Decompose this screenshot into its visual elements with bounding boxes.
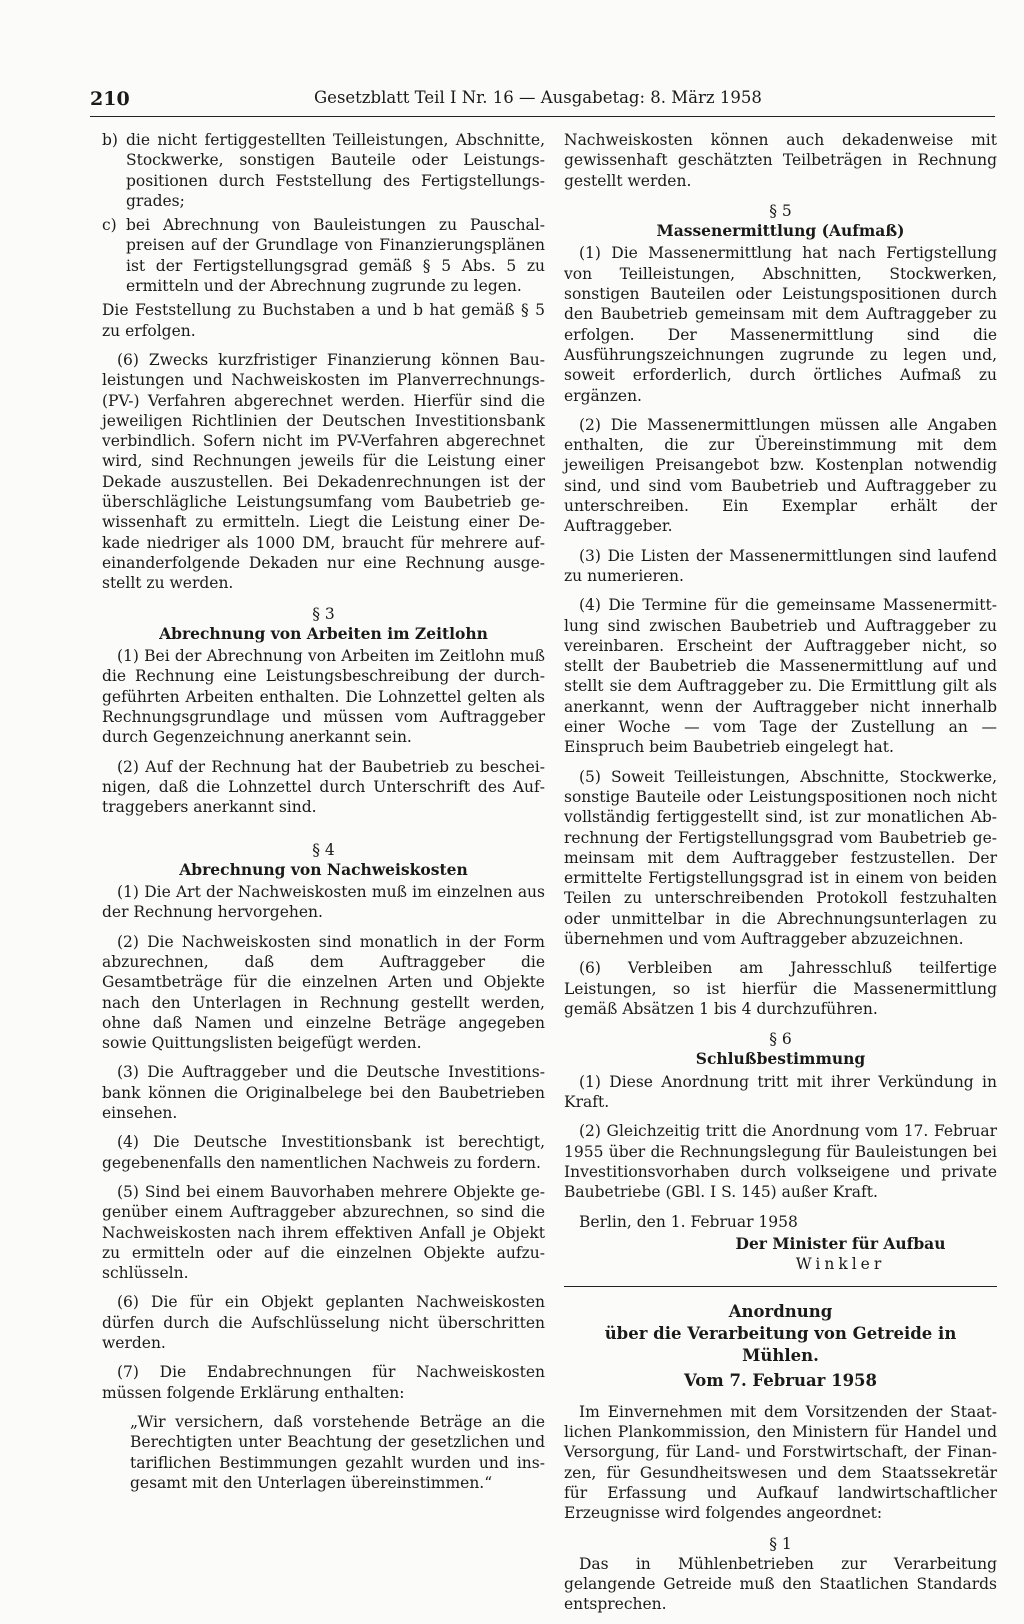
paragraph: (1) Bei der Abrechnung von Arbeiten im Zeitlohn muß die Rechnung eine Leistungsbeschreibung der durchgeführten Arbeiten enthalten. Die Lohnzettel gelten als Rechnungsgrundlage und müssen vom Auftraggeber durch Gegenzeichnung anerkannt sein.	[102, 647, 545, 747]
list-text: die nicht fertiggestellten Teilleistungen, Abschnitte, Stockwerke, sonstigen Bauteile oder Leistungspositionen durch Feststellung des Fertigstellungsgrades;	[126, 131, 545, 210]
left-column	[102, 130, 545, 1499]
list-text: bei Abrechnung von Bauleistungen zu Pauschalpreisen auf der Grundlage von Finanzierungsplänen ist der Fertigstellungsgrad gemäß § 5 Abs. 5 zu ermitteln und der Abrechnung zugrunde zu legen.	[126, 216, 545, 296]
minister-name: Winkler	[795, 1255, 886, 1274]
paragraph: (2) Die Nachweiskosten sind monatlich in der Form abzurechnen, daß dem Auftraggeber die Gesamtbeträge für die einzelnen Arten und Objekte nach den Unterlagen in Rechnung gestellt werden, ohne daß Namen und einzelne Beträge angegeben sowie Quittungslisten beigefügt werden.	[102, 932, 545, 1053]
section-sign-5: § 5	[769, 201, 792, 220]
paragraph-continued: Nachweiskosten können auch dekadenweise mit gewissenhaft geschätzten Teilbeträgen in Rechnung gestellt werden.	[564, 131, 997, 190]
section-sign-1: § 1	[769, 1534, 792, 1553]
minister-title: Der Minister für Aufbau	[735, 1233, 946, 1253]
list-item-c	[102, 215, 545, 296]
decree-title-2: über die Verarbeitung von Getreide in Mühlen.	[604, 1324, 957, 1366]
paragraph: (1) Die Massenermittlung hat nach Fertigstellung von Teilleistungen, Abschnitten, Stockwerken, sonstigen Bauteilen oder Leistungspositionen durch den Baubetrieb gemeinsam mit dem Auftraggeber zu erfolgen. Der Massenermittlung sind die Ausführungszeichnungen zugrunde zu legen und, soweit erforderlich, durch örtliches Aufmaß zu ergänzen.	[564, 244, 997, 405]
paragraph: (2) Gleichzeitig tritt die Anordnung vom 17. Februar 1955 über die Rechnungslegung für Bauleistungen bei Investitionsvorhaben durch volkseigene und private Baubetriebe (GBl. I S. 145) außer Kraft.	[564, 1122, 997, 1202]
page-number: 210	[90, 88, 130, 110]
paragraph: (6) Die für ein Objekt geplanten Nachweiskosten dürfen durch die Aufschlüsselung nicht überschritten werden.	[102, 1293, 545, 1353]
section-divider	[564, 1286, 997, 1287]
paragraph: (3) Die Listen der Massenermittlungen sind laufend zu numerieren.	[564, 546, 997, 585]
header-rule	[90, 116, 995, 117]
running-head: Gesetzblatt Teil I Nr. 16 — Ausgabetag: 8. März 1958	[314, 88, 762, 107]
paragraph: (3) Die Auftraggeber und die Deutsche Investitionsbank können die Originalbelege bei den Baubetrieben einsehen.	[102, 1063, 545, 1123]
paragraph: (7) Die Endabrechnungen für Nachweiskosten müssen folgende Erklärung enthalten:	[102, 1363, 545, 1402]
paragraph: (4) Die Termine für die gemeinsame Massenermittlung sind zwischen Baubetrieb und Auftraggeber zu vereinbaren. Erscheint der Auftraggeber nicht, so stellt der Baubetrieb die Massenermittlung auf und stellt sie dem Auftraggeber zu. Die Ermittlung gilt als anerkannt, wenn der Auftraggeber nicht innerhalb einer Woche — vom Tage der Zustellung an — Einspruch beim Baubetrieb eingelegt hat.	[564, 596, 997, 757]
list-item-b	[102, 130, 545, 211]
section-sign-4: § 4	[312, 840, 335, 859]
paragraph: (1) Die Art der Nachweiskosten muß im einzelnen aus der Rechnung hervorgehen.	[102, 883, 545, 922]
date-line: Berlin, den 1. Februar 1958	[579, 1212, 798, 1231]
paragraph: (5) Sind bei einem Bauvorhaben mehrere Objekte gegenüber einem Auftraggeber abzurechnen, so sind die Nachweiskosten nach ihrem effektiven Anfall je Objekt zu ermitteln oder auf die einzelnen Objekte aufzuschlüsseln.	[102, 1182, 545, 1283]
paragraph: (2) Auf der Rechnung hat der Baubetrieb zu bescheinigen, daß die Lohnzettel durch Unterschrift des Auftraggebers anerkannt sind.	[102, 757, 545, 817]
paragraph: (5) Soweit Teilleistungen, Abschnitte, Stockwerke, sonstige Bauteile oder Leistungspositionen noch nicht vollständig fertiggestellt sind, ist zur monatlichen Abrechnung der Fertigstellungsgrad vom Baubetrieb gemeinsam mit dem Auftraggeber festzustellen. Der ermittelte Fertigstellungsgrad ist in einem von beiden Teilen zu unterschreibenden Protokoll festzuhalten oder unmittelbar in die Abrechnungsunterlagen zu übernehmen und vom Auftraggeber abzuzeichnen.	[564, 767, 997, 948]
paragraph: Das in Mühlenbetrieben zur Verarbeitung gelangende Getreide muß den Staatlichen Standards entsprechen.	[564, 1554, 997, 1614]
section-sign-3: § 3	[312, 604, 335, 623]
section-title-5: Massenermittlung (Aufmaß)	[656, 221, 905, 241]
declaration-quote: „Wir versichern, daß vorstehende Beträge an die Berechtigten unter Beachtung der gesetzlichen und tariflichen Bestimmungen gezahlt wurden und insgesamt mit den Unterlagen übereinstimmen.“	[130, 1412, 545, 1492]
section-title-6: Schlußbestimmung	[695, 1049, 866, 1069]
paragraph: (2) Die Massenermittlungen müssen alle Angaben enthalten, die zur Übereinstimmung mit dem jeweiligen Preisangebot bzw. Kostenplan notwendig sind, und sind vom Baubetrieb und Auftraggeber zu unterschreiben. Ein Exemplar erhält der Auftraggeber.	[564, 415, 997, 536]
section-title-3: Abrechnung von Arbeiten im Zeitlohn	[159, 623, 488, 643]
section-title-4: Abrechnung von Nachweiskosten	[179, 859, 468, 879]
paragraph-feststellung: Die Feststellung zu Buchstaben a und b hat gemäß § 5 zu erfolgen.	[102, 301, 545, 340]
section-sign-6: § 6	[769, 1030, 792, 1049]
list-marker: c)	[102, 216, 117, 235]
page-header	[90, 88, 995, 112]
paragraph-6: (6) Zwecks kurzfristiger Finanzierung können Bauleistungen und Nachweiskosten im Planverrechnungs-(PV-) Verfahren abgerechnet werden. Hierfür sind die jeweiligen Richtlinien der Deutschen Investitionsbank verbindlich. Sofern nicht im PV-Verfahren abgerechnet wird, sind Rechnungen jeweils für die Leistung einer Dekade auszustellen. Bei Dekadenrechnungen ist der überschlägliche Leistungsumfang vom Baubetrieb gewissenhaft zu ermitteln. Liegt die Leistung einer Dekade niedriger als 1000 DM, braucht für mehrere aufeinanderfolgende Dekaden nur eine Rechnung ausgestellt zu werden.	[102, 350, 545, 593]
decree-title-1: Anordnung	[728, 1302, 833, 1322]
paragraph: (1) Diese Anordnung tritt mit ihrer Verkündung in Kraft.	[564, 1072, 997, 1112]
list-marker: b)	[102, 131, 118, 149]
decree-intro: Im Einvernehmen mit dem Vorsitzenden der Staatlichen Plankommission, den Ministern für Handel und Versorgung, für Land- und Forstwirtschaft, der Finanzen, für Gesundheitswesen und dem Staatssekretär für Erfassung und Aufkauf landwirtschaftlicher Erzeugnisse wird folgendes angeordnet:	[564, 1402, 997, 1523]
right-column	[564, 130, 997, 1624]
decree-date: Vom 7. Februar 1958	[683, 1371, 878, 1391]
paragraph: (6) Verbleiben am Jahresschluß teilfertige Leistungen, so ist hierfür die Massenermittlung gemäß Absätzen 1 bis 4 durchzuführen.	[564, 959, 997, 1018]
paragraph: (4) Die Deutsche Investitionsbank ist berechtigt, gegebenenfalls den namentlichen Nachweis zu fordern.	[102, 1133, 545, 1172]
